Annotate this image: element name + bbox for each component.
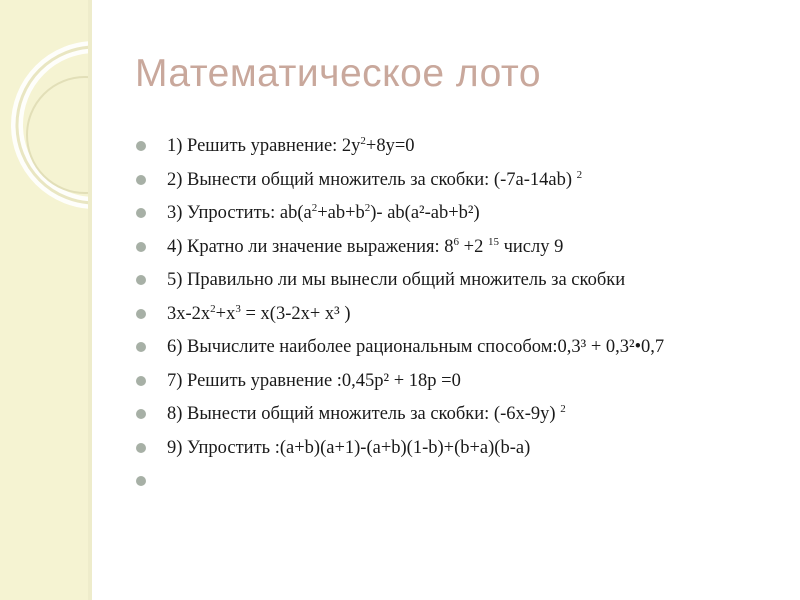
list-item-post: числу 9 [498,236,564,257]
bullet-icon [136,208,146,218]
list-item-pre: 5) Правильно ли мы вынесли общий множитель за скобки [167,270,626,290]
list-item-post: )- аb(а²-аb+b²) [370,203,480,223]
list-item-sup2: 15 [487,235,499,248]
list-item-sup1: 2 [360,135,366,147]
list-item-mid: +8у=0 [365,136,415,156]
list-item-pre: 7) Решить уравнение :0,45р² + 18р =0 [167,370,461,391]
bullet-icon [136,309,146,319]
bullet-icon [136,275,146,285]
list-item-text [167,197,480,231]
list-item-pre: 8) Вынести общий множитель за скобки: (-6х-9у) [167,404,561,424]
decorative-sidebar [0,0,88,600]
list-item-sup2: 2 [364,202,371,214]
list-item-pre: 9) Упростить :(а+b)(а+1)-(а+b)(1-b)+(b+а)(b-а) [167,437,531,458]
slide-title: Математическое лото [135,52,542,95]
bullet-icon [136,141,146,151]
list-item-text [167,398,566,432]
list-item-text [167,365,461,399]
list-item-pre: 4) Кратно ли значение выражения: 8 [167,236,454,257]
list-item-pre: 2) Вынести общий множитель за скобки: (-7а-14аb) [167,169,577,190]
list-item-post: = х(3-2х+ х³ ) [240,303,351,324]
bullet-icon [136,376,146,386]
sidebar-edge [88,0,92,600]
list-item-sup1: 2 [576,168,583,181]
list-item-text [167,331,664,365]
list-item-sup1: 2 [560,403,566,415]
list-item-pre: 3) Упростить: аb(а [167,203,312,223]
list-item-pre: 3х-2х [167,303,211,324]
list-item-pre: 6) Вычислите наиболее рациональным способом:0,3³ + 0,3²•0,7 [167,337,665,357]
bullet-icon [136,409,146,419]
list-item-text [167,130,415,164]
list-item-pre: 1) Решить уравнение: 2у [167,136,361,156]
bullet-icon [136,476,146,486]
bullet-icon [136,175,146,185]
list-item-text [167,298,351,332]
list-item-sup1: 2 [210,302,216,315]
list-item-text [167,264,625,298]
bullet-icon [136,342,146,352]
list-item-mid: +2 [459,236,488,257]
list-item-mid: +х [215,303,236,324]
list-item-sup1: 6 [453,235,460,248]
decorative-circles [0,0,88,600]
list-item-sup1: 2 [311,202,318,214]
list-item-text [167,231,563,265]
bullet-icon [136,242,146,252]
list-item-mid: +аb+b [317,203,365,223]
bullet-icon [136,443,146,453]
list-item-text [167,164,582,198]
list-item-text [167,432,530,466]
list-item-sup2: 3 [235,302,241,315]
